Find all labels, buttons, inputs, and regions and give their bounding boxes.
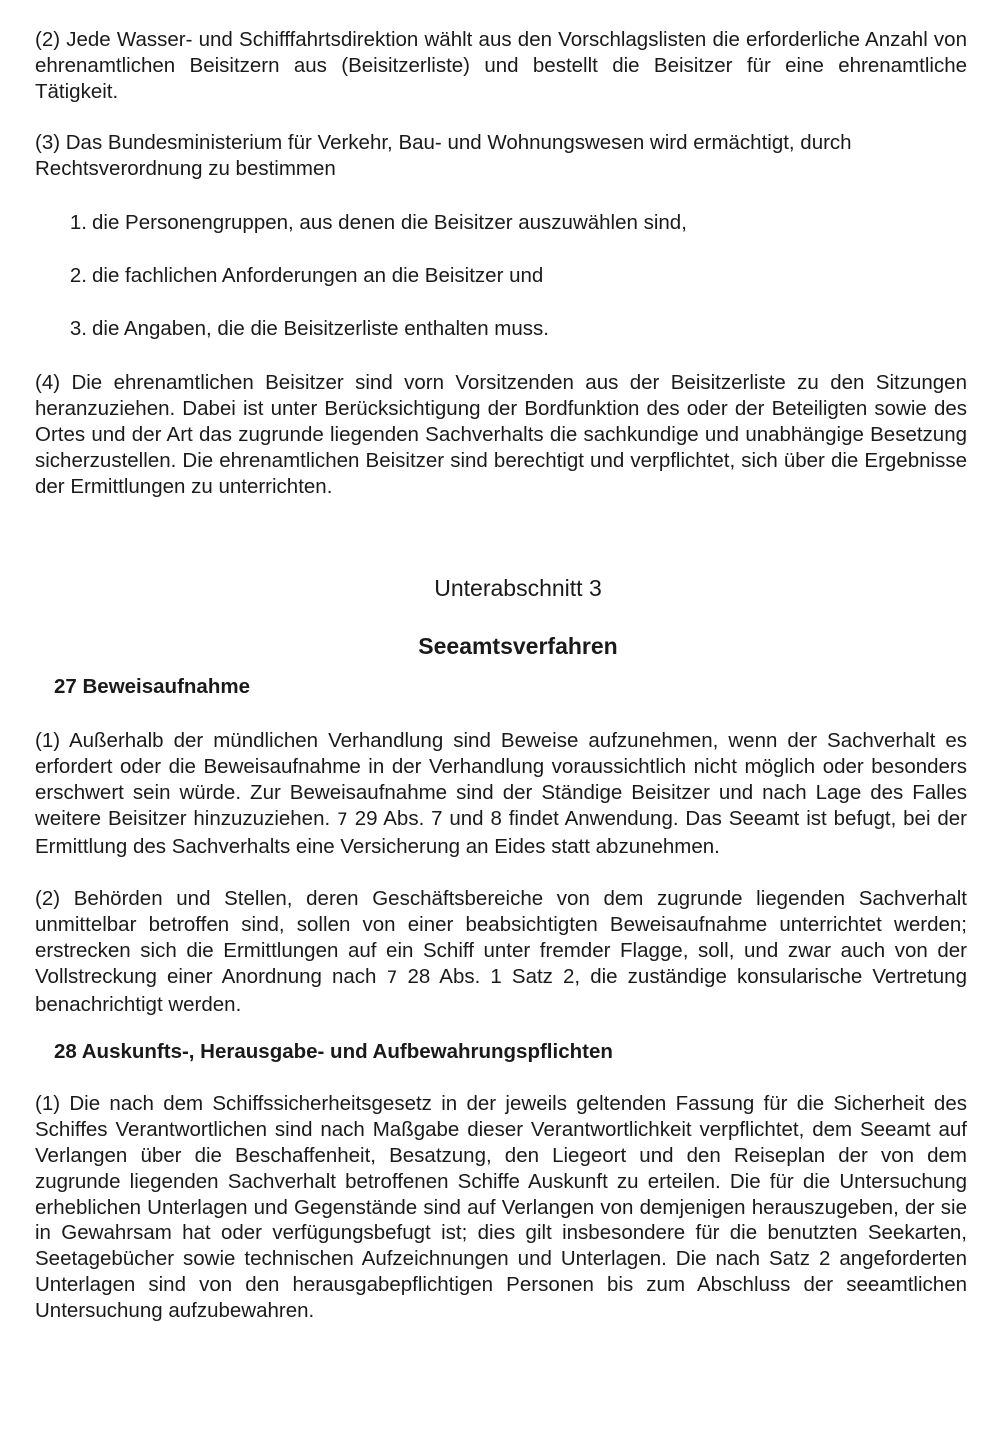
paragraph-27-1-text-b: 29 Abs. 7 und 8 findet Anwendung. Das Seeamt ist befugt, bei der Ermittlung des Sachverhalts eine Versicherung an Eides statt abzunehmen. xyxy=(35,806,967,858)
section-28-heading: 28 Auskunfts-, Herausgabe- und Aufbewahrungspflichten xyxy=(54,1040,613,1064)
paragraph-27-1 xyxy=(35,728,967,859)
list-item xyxy=(35,316,967,342)
list-item-number: 2. xyxy=(69,263,87,287)
section-reference-symbol: 7 xyxy=(386,967,398,988)
paragraph-28-1: (1) Die nach dem Schiffssicherheitsgesetz in der jeweils geltenden Fassung für die Sicherheit des Schiffes Verantwortlichen sind nach Maßgabe dieser Verantwortlichkeit verpflichtet, dem Seeamt auf Verlangen über die Beschaffenheit, Besatzung, den Liegeort und den Reiseplan der von dem zugrunde liegenden Sachverhalt betroffenen Schiffe Auskunft zu erteilen. Die für die Untersuchung erheblichen Unterlagen und Gegenstände sind auf Verlangen von demjenigen herauszugeben, der sie in Gewahrsam hat oder verfügungsbefugt ist; dies gilt insbesondere für die benutzten Seekarten, Seetagebücher sowie technischen Aufzeichnungen und Unterlagen. Die nach Satz 2 angeforderten Unterlagen sind von den herausgabepflichtigen Personen bis zum Abschluss der seeamtlichen Untersuchung aufzubewahren. xyxy=(35,1092,967,1322)
list-item xyxy=(35,263,967,289)
paragraph-27-2-text-a: (2) Behörden und Stellen, deren Geschäftsbereiche von dem zugrunde liegenden Sachverhalt unmittelbar betroffen sind, sollen von einer beabsichtigten Beweisaufnahme unterrichtet werden; erstrecken sich die Ermittlungen auf ein Schiff unter fremder Flagge, soll, und zwar auch von der Vollstreckung einer Anordnung nach xyxy=(35,887,967,988)
paragraph-26-2: (2) Jede Wasser- und Schifffahrtsdirektion wählt aus den Vorschlagslisten die erforderliche Anzahl von ehrenamtlichen Beisitzern aus (Beisitzerliste) und bestellt die Beisitzer für eine ehrenamtliche Tätigkeit. xyxy=(35,28,967,103)
list-item-number: 3. xyxy=(69,316,87,340)
paragraph-27-2 xyxy=(35,886,967,1017)
section-27-heading: 27 Beweisaufnahme xyxy=(54,675,250,699)
paragraph-27-1-text-a: (1) Außerhalb der mündlichen Verhandlung sind Beweise aufzunehmen, wenn der Sachverhalt es erfordert oder die Beweisaufnahme in der Verhandlung voraussichtlich nicht möglich oder besonders erschwert sein würde. Zur Beweisaufnahme sind der Ständige Beisitzer und nach Lage des Falles weitere Beisitzer hinzuzuziehen. xyxy=(35,729,967,830)
enumeration-list xyxy=(35,210,967,341)
list-item-number: 1. xyxy=(69,210,87,234)
list-item-text: die Personengruppen, aus denen die Beisitzer auszuwählen sind, xyxy=(92,210,687,234)
paragraph-27-2-text-b: 28 Abs. 1 Satz 2, die zuständige konsularische Vertretung benachrichtigt werden. xyxy=(35,964,967,1016)
list-item-text: die fachlichen Anforderungen an die Beisitzer und xyxy=(92,263,544,287)
paragraph-26-4: (4) Die ehrenamtlichen Beisitzer sind vorn Vorsitzenden aus der Beisitzerliste zu den Sitzungen heranzuziehen. Dabei ist unter Berücksichtigung der Bordfunktion des oder der Beteiligten sowie des Ortes und der Art das zugrunde liegenden Sachverhalts die sachkundige und unabhängige Besetzung sicherzustellen. Die ehrenamtlichen Beisitzer sind berechtigt und verpflichtet, sich über die Ergebnisse der Ermittlungen zu unterrichten. xyxy=(35,371,967,498)
subsection-label: Unterabschnitt 3 xyxy=(434,575,602,602)
paragraph-26-3: (3) Das Bundesministerium für Verkehr, Bau- und Wohnungswesen wird ermächtigt, durch Rechtsverordnung zu bestimmen xyxy=(35,131,852,181)
list-item xyxy=(35,210,967,236)
section-reference-symbol: 7 xyxy=(337,809,348,830)
list-item-text: die Angaben, die die Beisitzerliste enthalten muss. xyxy=(92,316,549,340)
subsection-title: Seeamtsverfahren xyxy=(418,633,618,660)
